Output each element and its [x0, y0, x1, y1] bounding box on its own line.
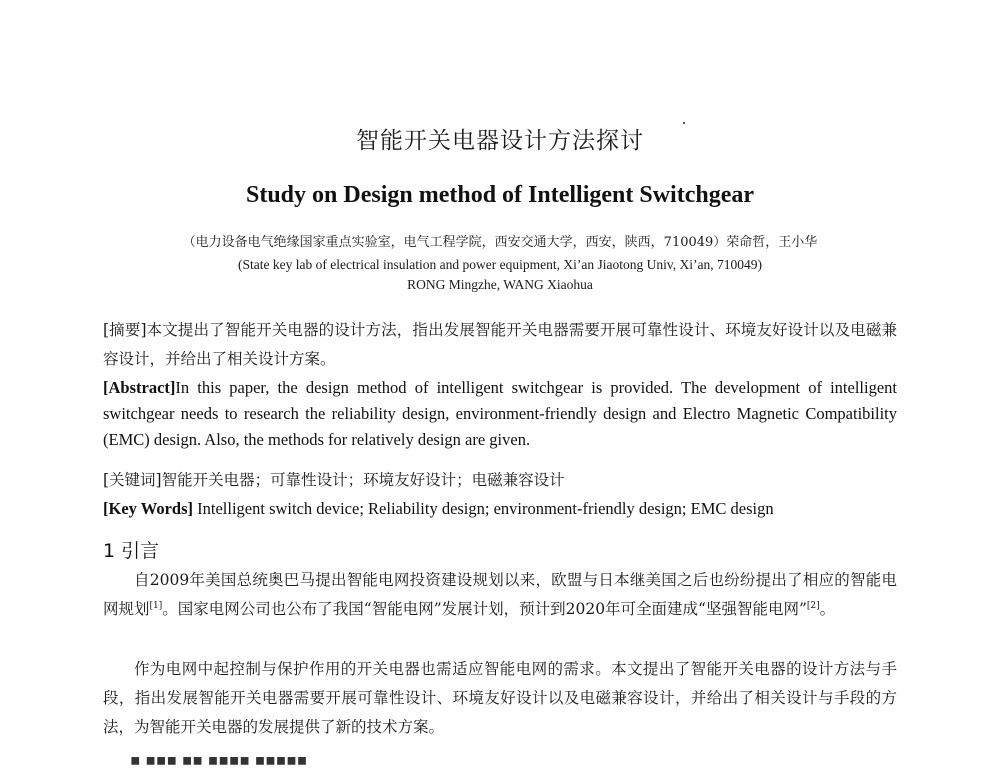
keywords-chinese: [103, 466, 897, 495]
title-english: Study on Design method of Intelligent Switchgear: [245, 182, 755, 208]
title-chinese: 智能开关电器设计方法探讨: [356, 128, 644, 154]
intro-p1-text-c: 。: [819, 600, 836, 618]
citation-1: [1]: [149, 600, 163, 611]
abstract-chinese-label: [摘要]: [103, 321, 147, 339]
authors-english: RONG Mingzhe, WANG Xiaohua: [407, 277, 593, 292]
keywords-english-label: [Key Words]: [103, 499, 193, 518]
keywords-english-text: Intelligent switch device; Reliability design; environment-friendly design; EMC design: [193, 499, 774, 518]
cut-off-text-line: ▪ ▪▪▪ ▪▪ ▪▪▪▪ ▪▪▪▪▪: [130, 751, 308, 769]
keywords-english: [103, 496, 897, 522]
abstract-chinese-text: 本文提出了智能开关电器的设计方法，指出发展智能开关电器需要开展可靠性设计、环境友好设计以及电磁兼容设计，并给出了相关设计方案。: [103, 321, 897, 368]
keywords-chinese-text: 智能开关电器；可靠性设计；环境友好设计；电磁兼容设计: [161, 471, 565, 489]
abstract-english-label: [Abstract]: [103, 378, 176, 397]
citation-2: [2]: [806, 600, 820, 611]
introduction-paragraph-1: [103, 566, 897, 624]
abstract-english: [103, 375, 897, 453]
affiliation-chinese: （电力设备电气绝缘国家重点实验室，电气工程学院，西安交通大学，西安，陕西，710049）荣命哲，王小华: [182, 235, 818, 250]
section-heading-introduction: 1 引言: [103, 540, 160, 562]
keywords-chinese-label: [关键词]: [103, 471, 162, 489]
abstract-english-text: In this paper, the design method of intelligent switchgear is provided. The development of intelligent switchgear needs to research the reliability design, environment-friendly design and Electro Magnetic Compatibility (EMC) design. Also, the methods for relatively design are given.: [103, 378, 897, 449]
abstract-chinese: [103, 316, 897, 374]
affiliation-english: (State key lab of electrical insulation and power equipment, Xi’an Jiaotong Univ, Xi’an, 710049): [238, 257, 762, 272]
introduction-paragraph-2: 作为电网中起控制与保护作用的开关电器也需适应智能电网的需求。本文提出了智能开关电器的设计方法与手段，指出发展智能开关电器需要开展可靠性设计、环境友好设计以及电磁兼容设计，并给出了相关设计与手段的方法，为智能开关电器的发展提供了新的技术方案。: [103, 660, 897, 736]
intro-p1-text-b: 。国家电网公司也公布了我国“智能电网”发展计划，预计到2020年可全面建成“坚强智能电网”: [162, 600, 807, 618]
intro-p1-text-a: 自2009年美国总统奥巴马提出智能电网投资建设规划以来，欧盟与日本继美国之后也纷纷提出了相应的智能电网规划: [103, 571, 897, 618]
